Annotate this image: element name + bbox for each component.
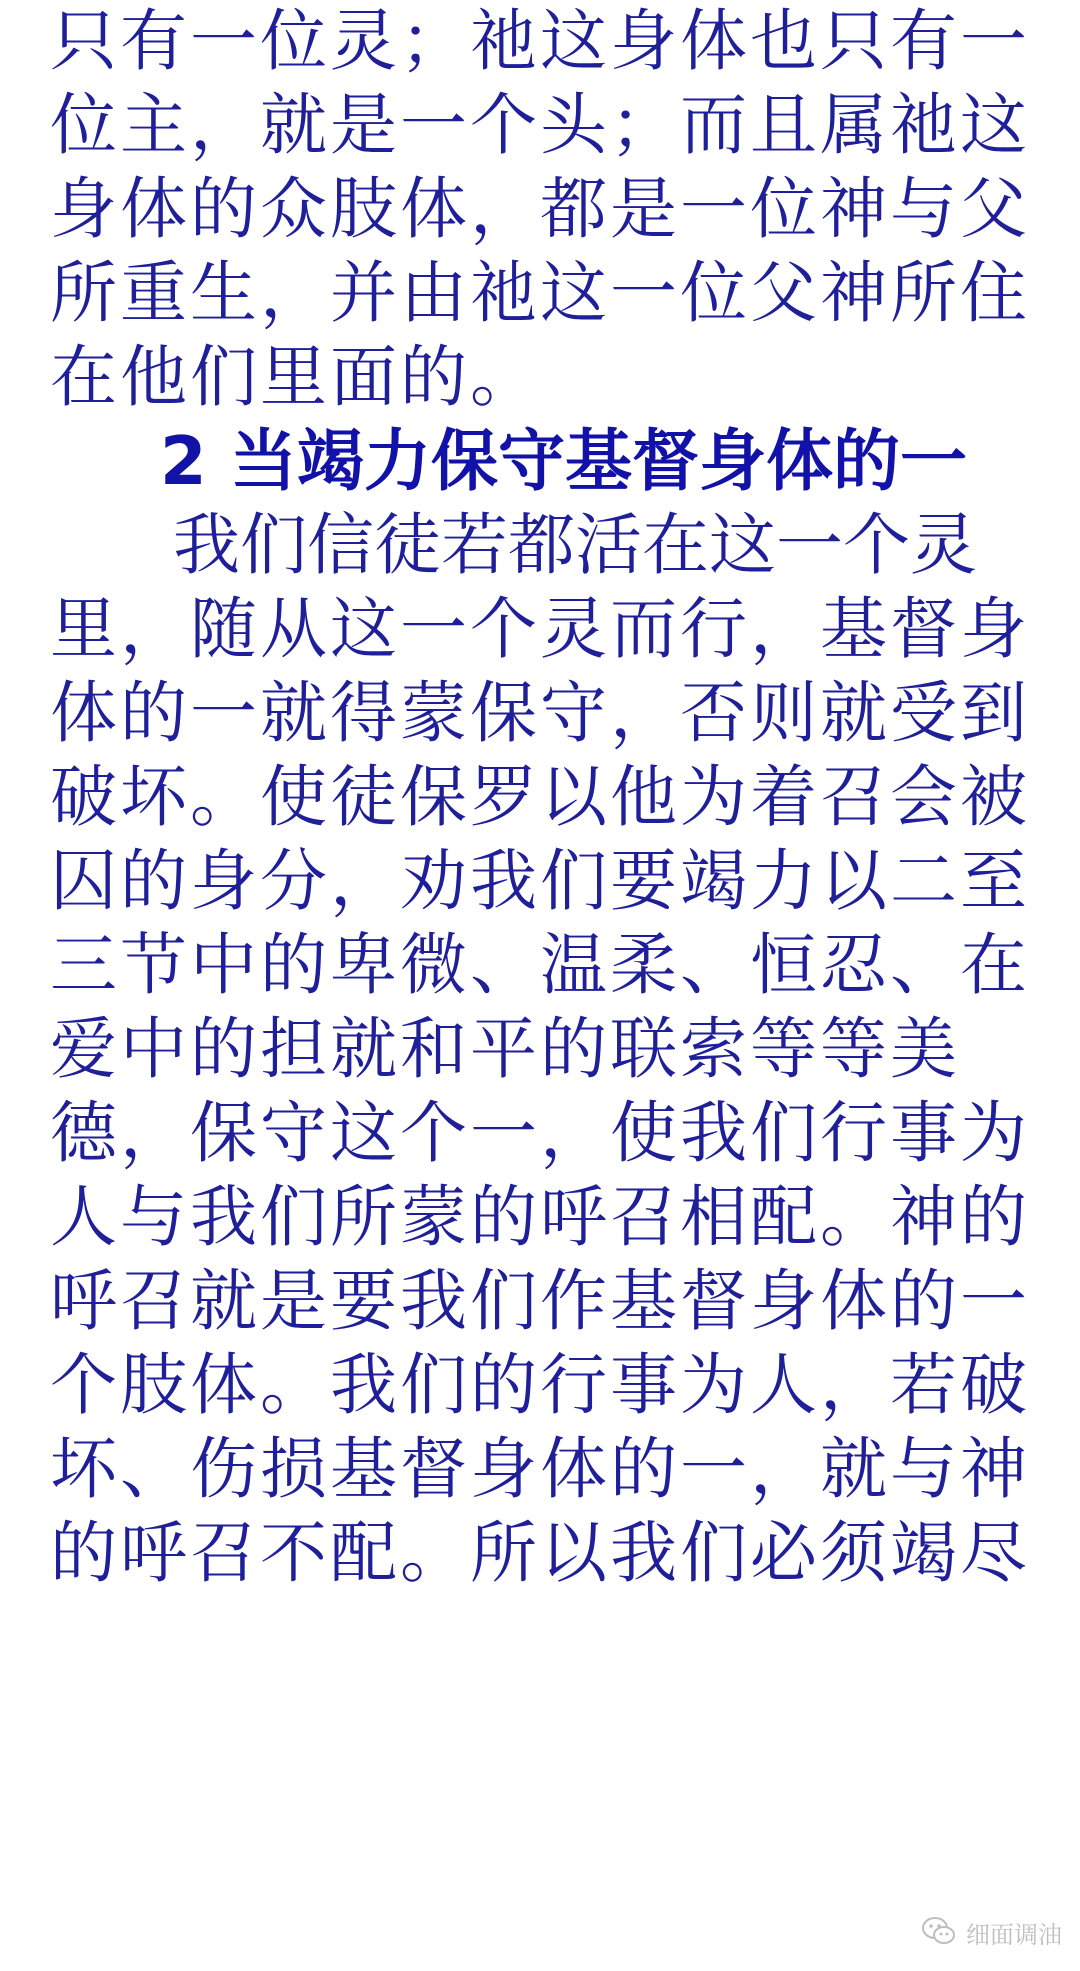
wechat-icon (920, 1913, 958, 1951)
watermark-text: 细面调油 (966, 1920, 1062, 1949)
text-line: 的呼召不配。所以我们必须竭尽 (50, 1514, 1030, 1592)
text-line: 三节中的卑微、温柔、恒忍、在 (50, 926, 1030, 1004)
text-line: 体的一就得蒙保守，否则就受到 (50, 674, 1030, 752)
text-line: 位主，就是一个头；而且属祂这 (50, 86, 1030, 164)
text-line: 坏、伤损基督身体的一，就与神 (50, 1430, 1030, 1508)
text-line: 个肢体。我们的行事为人，若破 (50, 1346, 1030, 1424)
paragraph-first-line: 我们信徒若都活在这一个灵 (173, 506, 977, 584)
text-line: 人与我们所蒙的呼召相配。神的 (50, 1178, 1030, 1256)
text-line: 德，保守这个一，使我们行事为 (50, 1094, 1030, 1172)
text-line: 囚的身分，劝我们要竭力以二至 (50, 842, 1030, 920)
text-line: 所重生，并由祂这一位父神所住 (50, 254, 1030, 332)
text-line: 爱中的担就和平的联索等等美 (50, 1010, 960, 1088)
text-line: 呼召就是要我们作基督身体的一 (50, 1262, 1030, 1340)
watermark (920, 1907, 1062, 1957)
text-line: 身体的众肢体，都是一位神与父 (50, 170, 1030, 248)
text-line: 只有一位灵；祂这身体也只有一 (50, 2, 1030, 80)
text-line: 在他们里面的。 (50, 338, 540, 416)
text-line: 破坏。使徒保罗以他为着召会被 (50, 758, 1030, 836)
section-heading: 2 当竭力保守基督身体的一 (160, 422, 967, 500)
text-line: 里，随从这一个灵而行，基督身 (50, 590, 1030, 668)
